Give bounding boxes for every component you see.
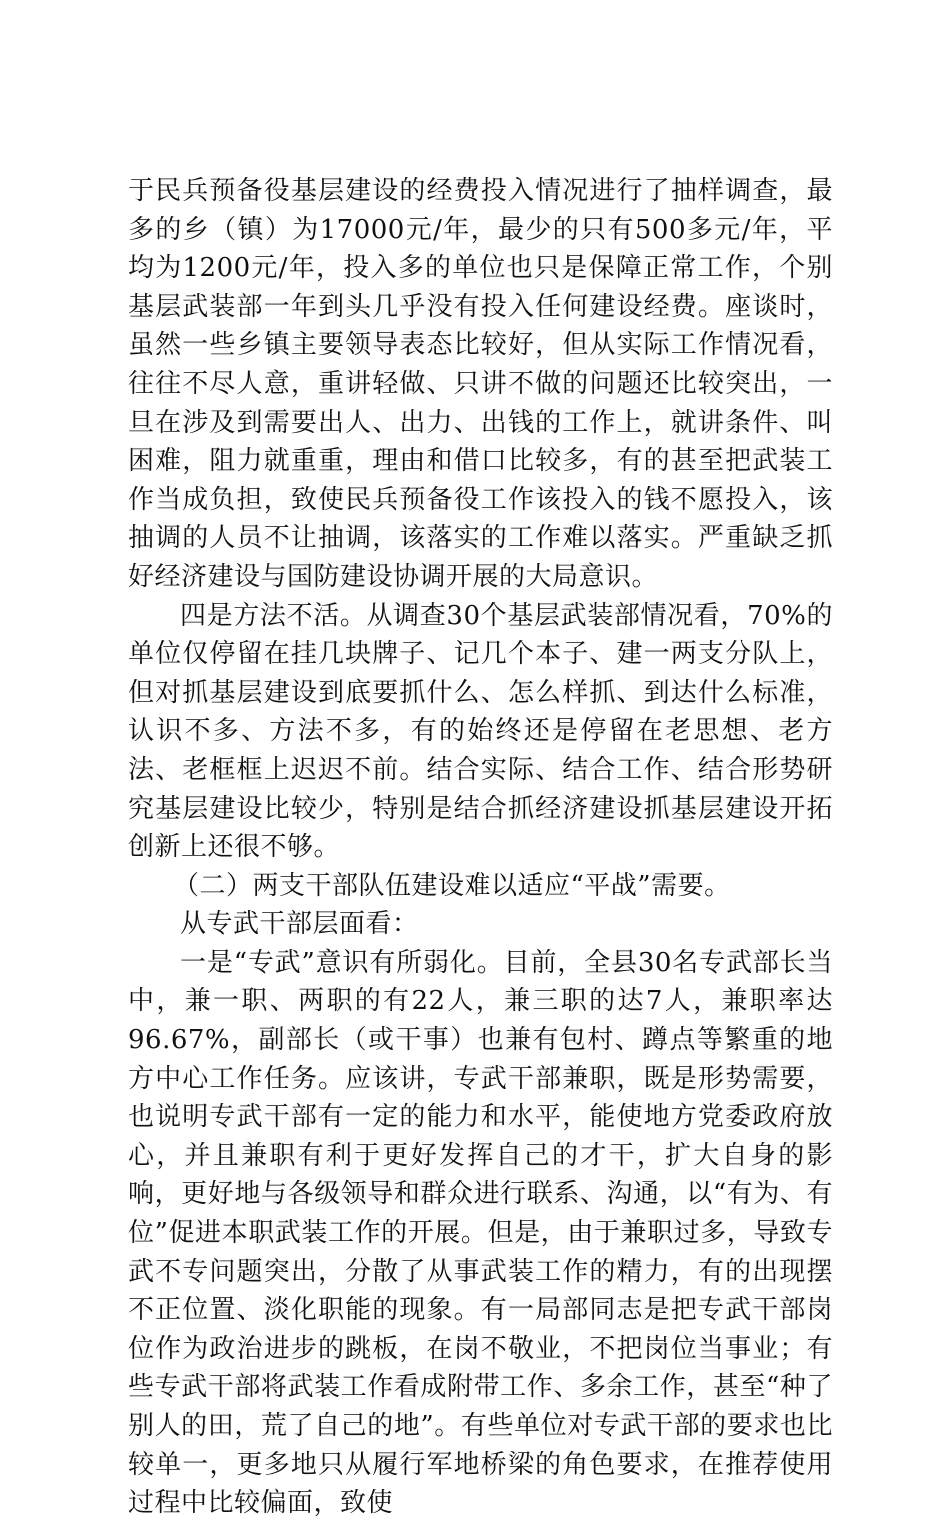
paragraph-cadre-level-intro: 从专武干部层面看： xyxy=(180,909,419,940)
paragraph-funding-survey: 于民兵预备役基层建设的经费投入情况进行了抽样调查，最多的乡（镇）为17000元/年，最少的只有500多元/年，平均为1200元/年，投入多的单位也只是保障正常工作，个别基层武装部一年到头几乎没有投入任何建设经费。座谈时，虽然一些乡镇主要领导表态比较好，但从实际工作情况看，往往不尽人意，重讲轻做、只讲不做的问题还比较突出，一旦在涉及到需要出人、出力、出钱的工作上，就讲条件、叫困难，阻力就重重，理由和借口比较多，有的甚至把武装工作当成负担，致使民兵预备役工作该投入的钱不愿投入，该抽调的人员不让抽调，该落实的工作难以落实。严重缺乏抓好经济建设与国防建设协调开展的大局意识。 xyxy=(128,176,833,592)
document-body xyxy=(128,172,833,1523)
paragraph-methods-inflexible: 四是方法不活。从调查30个基层武装部情况看，70%的单位仅停留在挂几块牌子、记几个本子、建一两支分队上，但对抓基层建设到底要抓什么、怎么样抓、到达什么标准，认识不多、方法不多，有的始终还是停留在老思想、老方法、老框框上迟迟不前。结合实际、结合工作、结合形势研究基层建设比较少，特别是结合抓经济建设抓基层建设开拓创新上还很不够。 xyxy=(128,600,833,863)
section-heading-two-cadre-teams: （二）两支干部队伍建设难以适应“平战”需要。 xyxy=(173,870,731,901)
paragraph-awareness-weakened: 一是“专武”意识有所弱化。目前，全县30名专武部长当中，兼一职、两职的有22人，兼三职的达7人，兼职率达96.67%，副部长（或干事）也兼有包村、蹲点等繁重的地方中心工作任务。应该讲，专武干部兼职，既是形势需要，也说明专武干部有一定的能力和水平，能使地方党委政府放心，并且兼职有利于更好发挥自己的才干，扩大自身的影响，更好地与各级领导和群众进行联系、沟通，以“有为、有位”促进本职武装工作的开展。但是，由于兼职过多，导致专武不专问题突出，分散了从事武装工作的精力，有的出现摆不正位置、淡化职能的现象。有一局部同志是把专武干部岗位作为政治进步的跳板，在岗不敬业，不把岗位当事业；有些专武干部将武装工作看成附带工作、多余工作，甚至“种了别人的田，荒了自己的地”。有些单位对专武干部的要求也比较单一，更多地只从履行军地桥梁的角色要求，在推荐使用过程中比较偏面，致使 xyxy=(128,947,833,1519)
